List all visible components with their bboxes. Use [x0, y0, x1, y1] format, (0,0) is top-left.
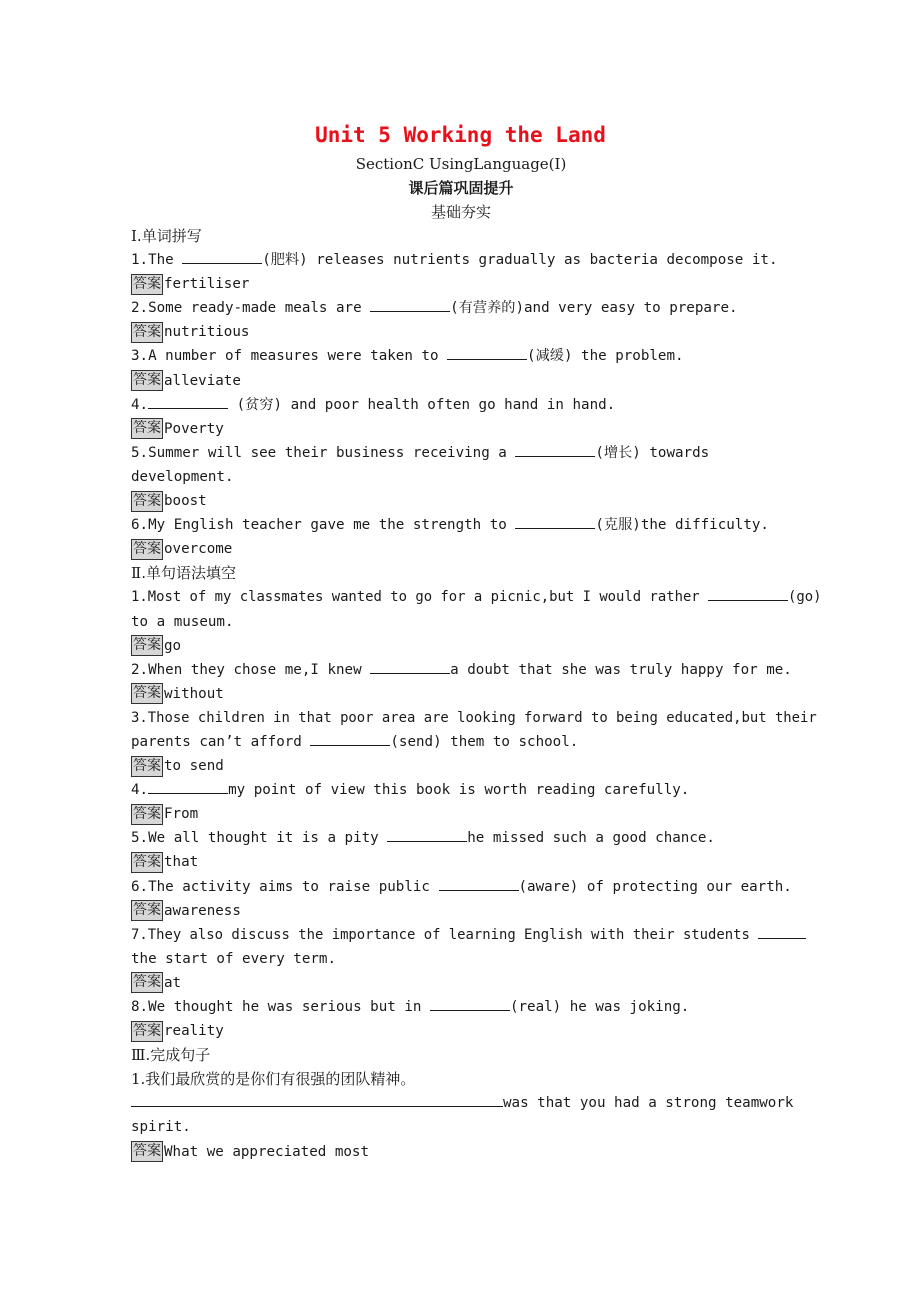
answer-blank [430, 996, 510, 1011]
answer-text: go [164, 637, 182, 654]
question: 4. my point of view this book is worth reading carefully. [131, 778, 791, 802]
answer-row [131, 320, 791, 344]
question-continued: was that you had a strong teamwork [131, 1091, 791, 1115]
answer-text: boost [164, 493, 207, 510]
question: 1.我们最欣赏的是你们有很强的团队精神。 [131, 1070, 416, 1089]
answer-text: that [164, 854, 199, 871]
answer-row [131, 369, 791, 393]
question: 5.Summer will see their business receiving a (增长) towards [131, 441, 791, 465]
answer-text: to send [164, 758, 224, 775]
answer-text: nutritious [164, 324, 250, 341]
answer-blank [515, 514, 595, 529]
answer-row [131, 489, 791, 513]
question-continued: spirit. [131, 1119, 191, 1136]
answer-blank [310, 731, 390, 746]
question: 3.Those children in that poor area are looking forward to being educated,but their [131, 709, 817, 726]
answer-blank [447, 345, 527, 360]
answer-blank [370, 297, 450, 312]
section-title: SectionC UsingLanguage(Ⅰ) [355, 155, 567, 173]
question: 5.We all thought it is a pity he missed such a good chance. [131, 826, 791, 850]
answer-text: From [164, 806, 199, 823]
answer-blank [708, 586, 788, 601]
answer-text: Poverty [164, 420, 224, 437]
answer-row [131, 417, 791, 441]
answer-row [131, 754, 791, 778]
worksheet-page [131, 118, 822, 1164]
answer-text: reality [164, 1023, 224, 1040]
subtitle: 课后篇巩固提升 [408, 179, 514, 197]
answer-label: 答案 [131, 635, 163, 656]
question-continued: parents can’t afford (send) them to school. [131, 730, 791, 754]
answer-row [131, 1140, 791, 1164]
answer-label: 答案 [131, 539, 163, 560]
answer-label: 答案 [131, 418, 163, 439]
answer-blank [148, 394, 228, 409]
answer-label: 答案 [131, 804, 163, 825]
part1-heading: Ⅰ.单词拼写 [131, 227, 202, 245]
question-continued: development. [131, 468, 234, 485]
answer-text: overcome [164, 541, 233, 558]
question: 2.When they chose me,I knew a doubt that she was truly happy for me. [131, 658, 791, 682]
answer-row [131, 537, 791, 561]
answer-row [131, 272, 791, 296]
answer-text: awareness [164, 902, 241, 919]
answer-blank [439, 876, 519, 891]
question: 1.Most of my classmates wanted to go for a picnic,but I would rather (go) [131, 585, 791, 609]
answer-blank [387, 827, 467, 842]
answer-row [131, 1019, 791, 1043]
answer-label: 答案 [131, 900, 163, 921]
question: 2.Some ready-made meals are (有营养的)and very easy to prepare. [131, 296, 791, 320]
answer-row [131, 850, 791, 874]
answer-row [131, 634, 791, 658]
answer-label: 答案 [131, 852, 163, 873]
question: 8.We thought he was serious but in (real) he was joking. [131, 995, 791, 1019]
question: 6.My English teacher gave me the strength to (克服)the difficulty. [131, 513, 791, 537]
answer-text: without [164, 685, 224, 702]
question-continued: to a museum. [131, 613, 234, 630]
answer-label: 答案 [131, 1141, 163, 1162]
answer-label: 答案 [131, 322, 163, 343]
answer-row [131, 971, 791, 995]
answer-text: What we appreciated most [164, 1143, 369, 1160]
answer-text: fertiliser [164, 276, 250, 293]
answer-blank [515, 442, 595, 457]
question: 3.A number of measures were taken to (减缓) the problem. [131, 344, 791, 368]
answer-label: 答案 [131, 683, 163, 704]
answer-label: 答案 [131, 972, 163, 993]
answer-text: at [164, 974, 182, 991]
part2-heading: Ⅱ.单句语法填空 [131, 564, 236, 583]
level-title: 基础夯实 [430, 203, 491, 221]
answer-row [131, 899, 791, 923]
question: 6.The activity aims to raise public (aware) of protecting our earth. [131, 875, 791, 899]
answer-blank [148, 779, 228, 794]
question-continued: the start of every term. [131, 950, 336, 967]
answer-label: 答案 [131, 274, 163, 295]
answer-row [131, 682, 791, 706]
answer-label: 答案 [131, 756, 163, 777]
answer-label: 答案 [131, 370, 163, 391]
unit-title: Unit 5 Working the Land [315, 123, 606, 147]
answer-label: 答案 [131, 1021, 163, 1042]
question: 7.They also discuss the importance of learning English with their students [131, 923, 791, 947]
answer-row [131, 802, 791, 826]
answer-blank [182, 249, 262, 264]
answer-blank [758, 924, 806, 939]
answer-text: alleviate [164, 372, 241, 389]
question: 1.The (肥料) releases nutrients gradually as bacteria decompose it. [131, 248, 791, 272]
question: 4. (贫穷) and poor health often go hand in hand. [131, 393, 791, 417]
answer-blank [370, 659, 450, 674]
answer-label: 答案 [131, 491, 163, 512]
answer-blank [131, 1092, 503, 1107]
part3-heading: Ⅲ.完成句子 [131, 1046, 211, 1065]
